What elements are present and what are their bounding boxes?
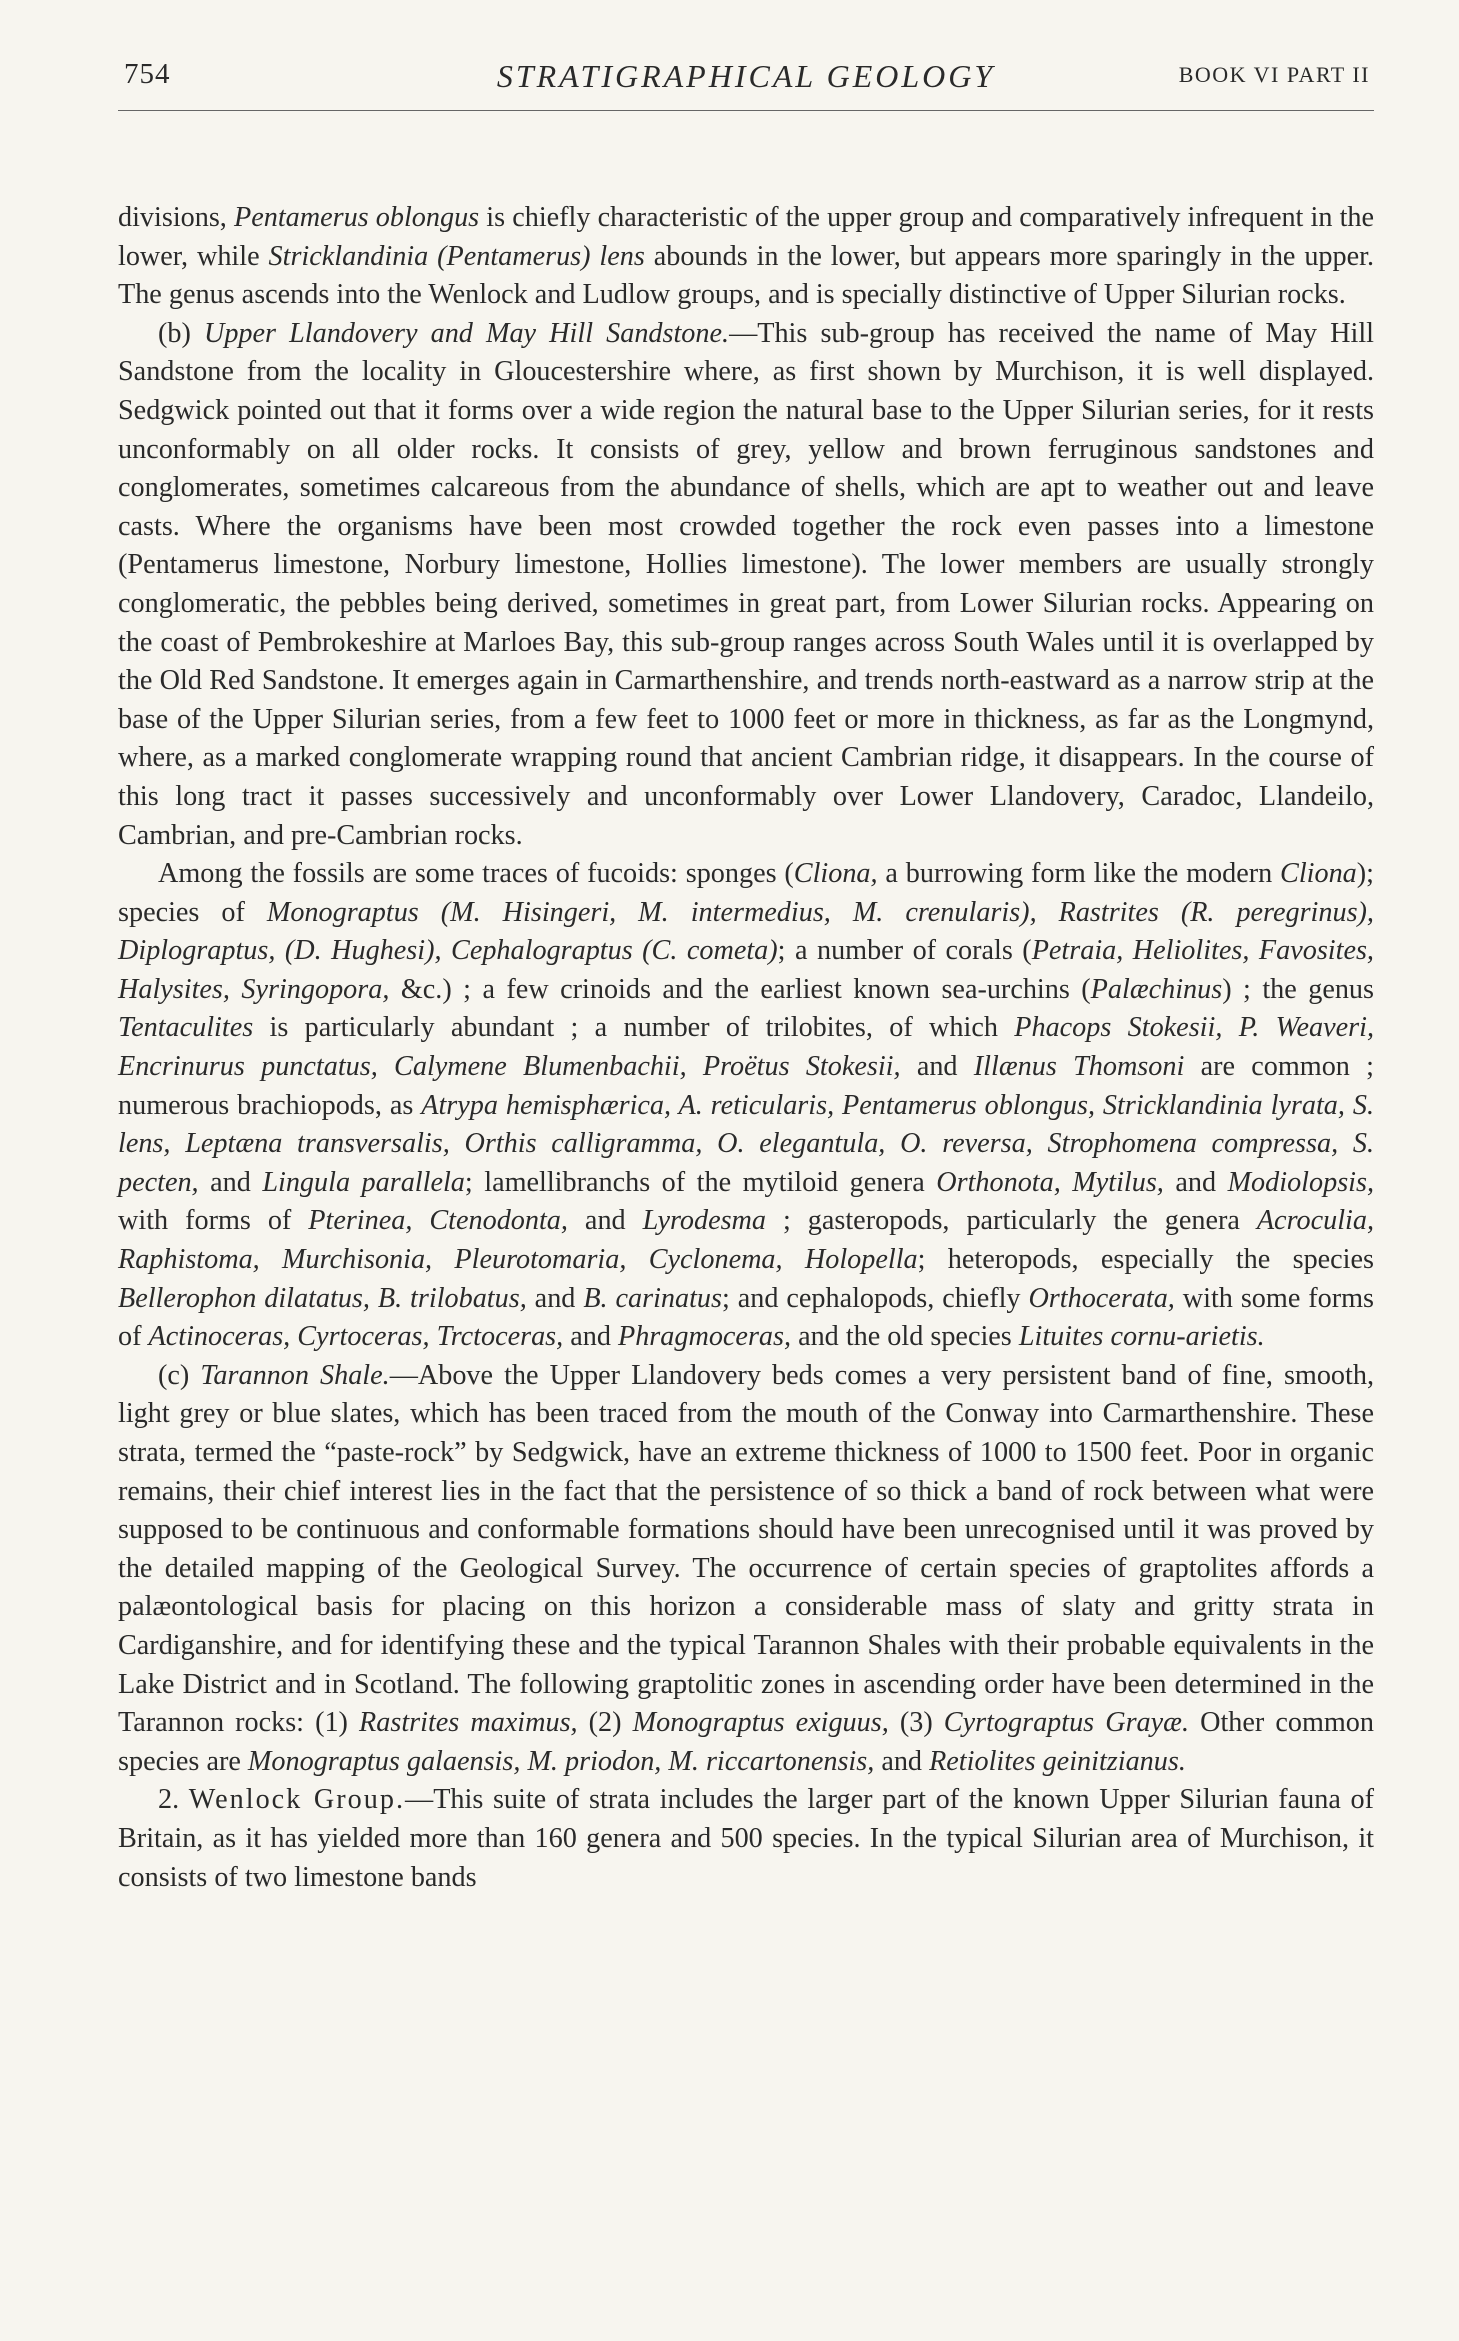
body-text	[118, 199, 1374, 1897]
italic-text: Palæchinus	[1090, 973, 1223, 1005]
italic-text: Cliona	[1280, 858, 1357, 890]
text-run: and	[900, 1051, 974, 1083]
text-run: &c.) ; a few crinoids and the earliest known sea-urchins (	[389, 973, 1091, 1005]
text-run: and	[563, 1321, 618, 1353]
running-title: STRATIGRAPHICAL GEOLOGY	[496, 58, 996, 94]
italic-text: Pterinea, Ctenodonta,	[308, 1205, 568, 1237]
italic-text: Atrypa hemisphærica, A. reticularis, Pentamerus oblongus, Stricklandinia lyrata, S. lens, Leptæna transversalis, Orthis calligramma, O. elegantula, O. reversa, Strophomena compressa, S. pecten,	[118, 1089, 1375, 1198]
paragraph	[118, 855, 1374, 1357]
paragraph	[118, 315, 1374, 855]
text-run: with forms of	[118, 1205, 309, 1237]
text-run: —Above the Upper Llandovery beds comes a very persistent band of fine, smooth, light grey or blue slates, which has been traced from the mouth of the Conway into Carmarthenshire. These strata, termed the “paste-rock” by Sedgwick, have an extreme thickness of 1000 to 1500 feet. Poor in organic remains, their chief interest lies in the fact that the persistence of so thick a band of rock between what were supposed to be continuous and conformable formations should have been unrecognised until it was proved by the detailed mapping of the Geological Survey. The occurrence of certain species of graptolites affords a palæontological basis for placing on this horizon a considerable mass of slaty and gritty strata in Cardiganshire, and for identifying these and the typical Tarannon Shales with their probable equivalents in the Lake District and in Scotland. The following graptolitic zones in ascending order have been determined in the Tarannon rocks: (1)	[118, 1359, 1374, 1739]
text-run: and	[1163, 1166, 1228, 1198]
paragraph	[118, 1781, 1374, 1897]
italic-text: Monograptus (M. Hisingeri, M. intermedius, M. crenularis), Rastrites (R. peregrinus), Diplograptus, (D. Hughesi), Cephalograptus (C. cometa)	[118, 896, 1374, 967]
text-run: Among the fossils are some traces of fucoids: sponges (	[158, 858, 794, 890]
italic-text: Acroculia, Raphistoma, Murchisonia, Pleurotomaria, Cyclonema, Holopella	[118, 1205, 1374, 1276]
text-run: 2.	[158, 1784, 189, 1816]
italic-text: Stricklandinia (Pentamerus) lens	[268, 240, 645, 272]
italic-text: Phacops Stokesii, P. Weaveri, Encrinurus punctatus, Calymene Blumenbachii, Proëtus Stokesii,	[118, 1012, 1374, 1083]
text-run: and	[526, 1282, 584, 1314]
text-run: and	[198, 1166, 263, 1198]
page-number: 754	[124, 58, 171, 90]
text-run: with some forms of	[118, 1282, 1375, 1353]
italic-text: Orthocerata,	[1028, 1282, 1175, 1314]
text-run: and the old species	[791, 1321, 1019, 1353]
text-run: abounds in the lower, but appears more sparingly in the upper. The genus ascends into the Wenlock and Ludlow groups, and is specially distinctive of Upper Silurian rocks.	[118, 240, 1374, 311]
text-run: ; heteropods, especially the species	[917, 1244, 1374, 1276]
text-run: —This sub-group has received the name of May Hill Sandstone from the locality in Gloucestershire where, as first shown by Murchison, it is well displayed. Sedgwick pointed out that it forms over a wide region the natural base to the Upper Silurian series, for it rests unconformably on all older rocks. It consists of grey, yellow and brown ferruginous sandstones and conglomerates, sometimes calcareous from the abundance of shells, which are apt to weather out and leave casts. Where the organisms have been most crowded together the rock even passes into a limestone (Pentamerus limestone, Norbury limestone, Hollies limestone). The lower members are usually strongly conglomeratic, the pebbles being derived, sometimes in great part, from Lower Silurian rocks. Appearing on the coast of Pembrokeshire at Marloes Bay, this sub-group ranges across South Wales until it is overlapped by the Old Red Sandstone. It emerges again in Carmarthenshire, and trends north-eastward as a narrow strip at the base of the Upper Silurian series, from a few feet to 1000 feet or more in thickness, as far as the Longmynd, where, as a marked conglomerate wrapping round that ancient Cambrian ridge, it disappears. In the course of this long tract it passes successively and unconformably over Lower Llandovery, Caradoc, Llandeilo, Cambrian, and pre-Cambrian rocks.	[118, 317, 1374, 851]
text-run: ; and cephalopods, chiefly	[722, 1282, 1029, 1314]
text-run: (c)	[158, 1359, 201, 1391]
text-run: are common ; numerous brachiopods, as	[118, 1051, 1374, 1121]
italic-text: Cyrtograptus Grayæ.	[943, 1707, 1190, 1739]
text-run: ; gasteropods, particularly the genera	[766, 1205, 1257, 1237]
italic-text: Tarannon Shale.	[200, 1359, 390, 1391]
italic-text: Modiolopsis,	[1227, 1166, 1375, 1198]
italic-text: Monograptus exiguus,	[632, 1707, 889, 1739]
italic-text: Pentamerus oblongus	[234, 202, 480, 233]
italic-text: Petraia, Heliolites, Favosites, Halysites, Syringopora,	[118, 935, 1374, 1005]
italic-text: Monograptus galaensis, M. priodon, M. riccartonensis,	[247, 1745, 875, 1777]
text-run: is chiefly characteristic of the upper group and comparatively infrequent in the lower, while	[118, 202, 1375, 272]
italic-text: Phragmoceras,	[618, 1321, 792, 1353]
italic-text: Bellerophon dilatatus, B. trilobatus,	[118, 1282, 527, 1314]
italic-text: Lingula parallela	[262, 1166, 465, 1198]
italic-text: Lituites cornu-arietis.	[1018, 1321, 1265, 1353]
text-run: a burrowing form like the modern	[877, 858, 1281, 890]
text-run: —This suite of strata includes the larger part of the known Upper Silurian fauna of Britain, as it has yielded more than 160 genera and 500 species. In the typical Silurian area of Murchison, it consists of two limestone bands	[118, 1784, 1374, 1893]
text-run: (3)	[888, 1707, 944, 1739]
italic-text: Cliona,	[793, 858, 878, 890]
italic-text: Lyrodesma	[642, 1205, 766, 1237]
text-run: (2)	[577, 1707, 633, 1739]
page-header	[118, 58, 1374, 111]
italic-text: B. carinatus	[583, 1282, 722, 1314]
text-run: Wenlock Group.	[188, 1784, 405, 1816]
italic-text: Tentaculites	[118, 1012, 254, 1044]
text-run: ) ; the genus	[1222, 973, 1374, 1005]
section-label: BOOK VI PART II	[1178, 62, 1370, 87]
text-run: (b)	[158, 317, 204, 349]
text-run: is particularly abundant ; a number of trilobites, of which	[253, 1012, 1015, 1044]
italic-text: Rastrites maximus,	[359, 1707, 578, 1739]
text-run: and	[567, 1205, 643, 1237]
italic-text: Upper Llandovery and May Hill Sandstone.	[203, 317, 730, 349]
text-run: and	[874, 1745, 930, 1777]
italic-text: Illænus Thomsoni	[973, 1051, 1185, 1083]
text-run: ; a number of corals (	[777, 935, 1032, 967]
italic-text: Orthonota, Mytilus,	[936, 1166, 1164, 1198]
text-run: ); species of	[118, 858, 1374, 928]
text-run: ; lamellibranchs of the mytiloid genera	[464, 1166, 937, 1198]
text-run: Other common species are	[118, 1707, 1374, 1777]
text-run: divisions,	[118, 202, 234, 233]
paragraph	[118, 199, 1374, 315]
italic-text: Retiolites geinitzianus.	[929, 1745, 1186, 1777]
italic-text: Actinoceras, Cyrtoceras, Trctoceras,	[148, 1321, 564, 1353]
paragraph	[118, 1357, 1374, 1782]
